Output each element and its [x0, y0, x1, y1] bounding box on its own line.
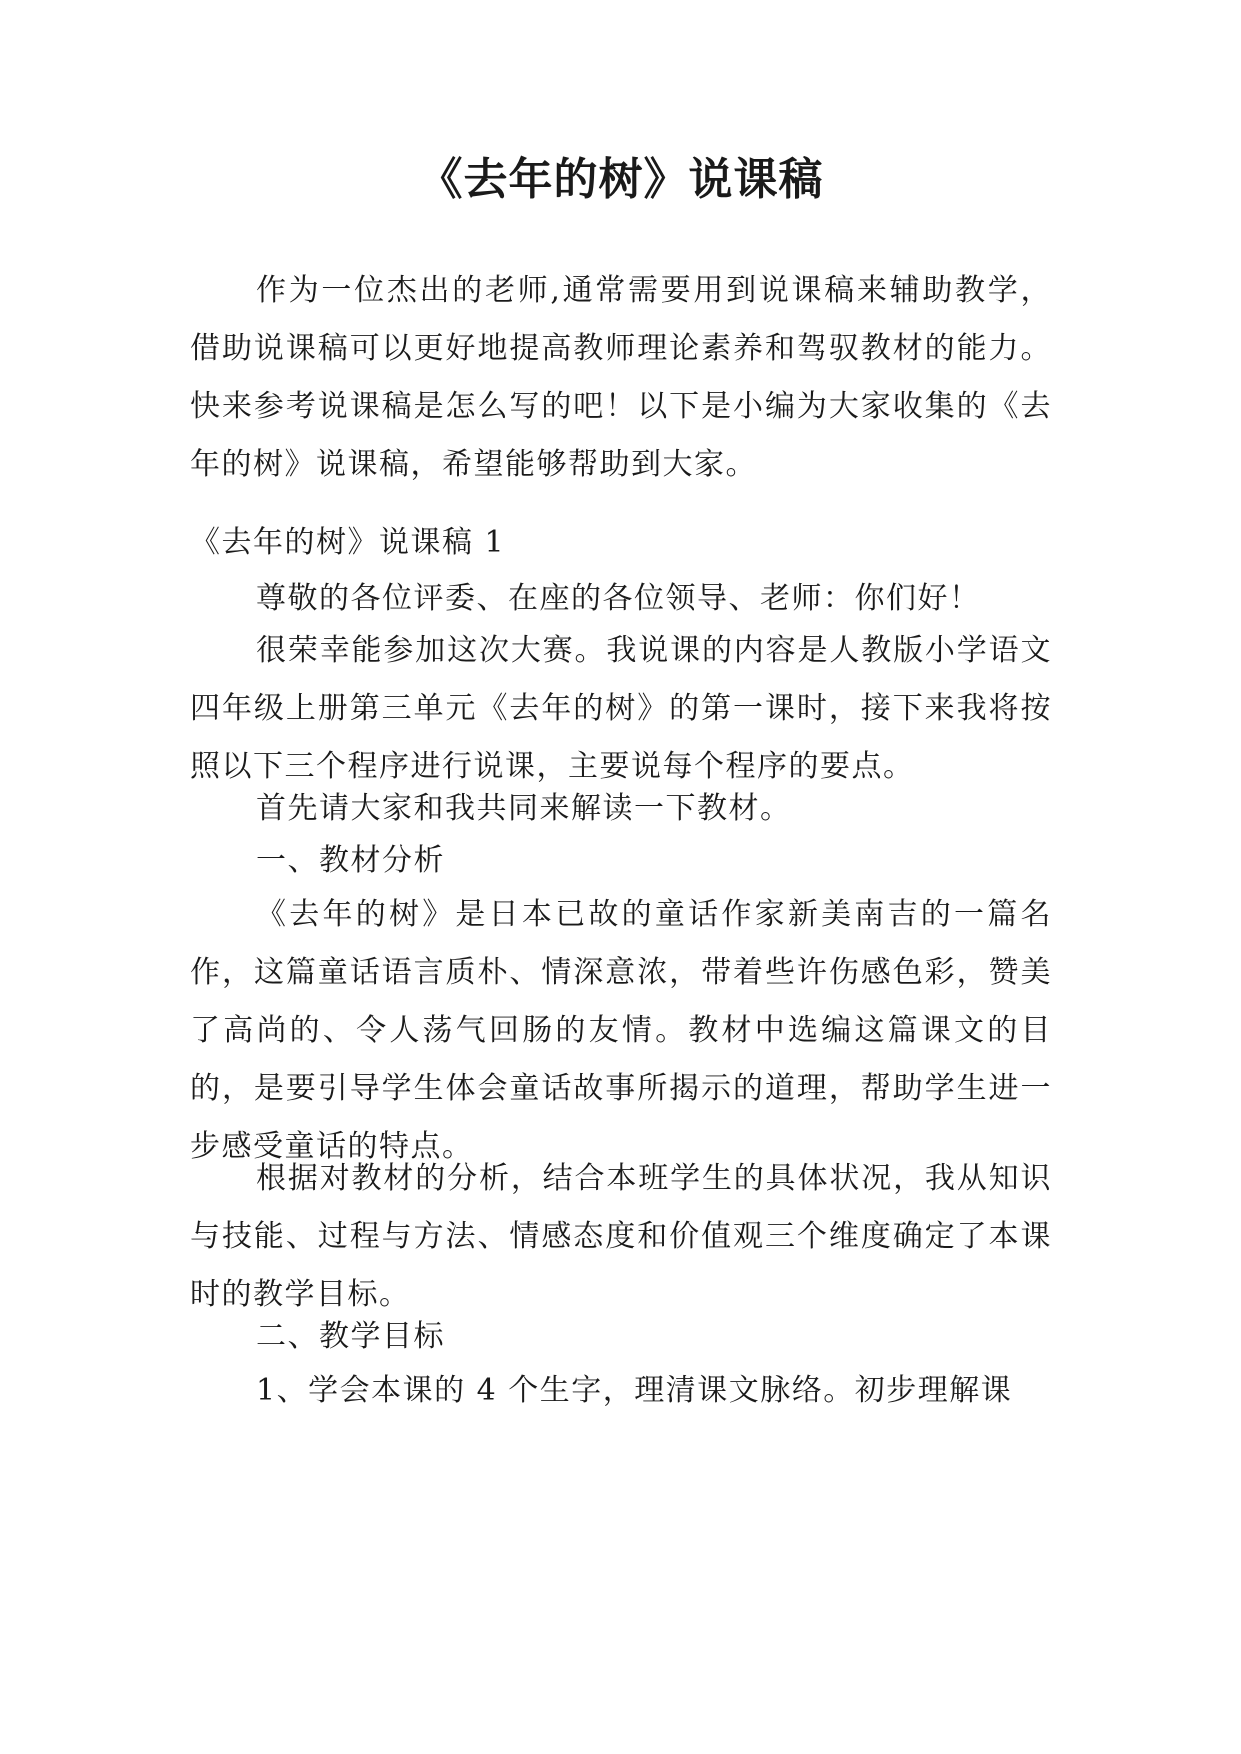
greeting-paragraph: 尊敬的各位评委、在座的各位领导、老师：你们好！: [256, 581, 981, 616]
heading-teaching-goals: 二、教学目标: [256, 1319, 445, 1354]
intro-paragraph: 作为一位杰出的老师,通常需要用到说课稿来辅助教学，借助说课稿可以更好地提高教师理论素养和驾驭教材的能力。快来参考说课稿是怎么写的吧！以下是小编为大家收集的《去年的树》说课稿，希望能够帮助到大家。: [190, 273, 1052, 482]
section-heading: 《去年的树》说课稿 1: [190, 525, 506, 560]
body-paragraph-4: 根据对教材的分析，结合本班学生的具体状况，我从知识与技能、过程与方法、情感态度和价值观三个维度确定了本课时的教学目标。: [190, 1161, 1052, 1312]
body-paragraph-1: 很荣幸能参加这次大赛。我说课的内容是人教版小学语文四年级上册第三单元《去年的树》的第一课时，接下来我将按照以下三个程序进行说课，主要说每个程序的要点。: [190, 633, 1052, 784]
body-paragraph-2: 首先请大家和我共同来解读一下教材。: [256, 791, 792, 826]
body-paragraph-3: 《去年的树》是日本已故的童话作家新美南吉的一篇名作，这篇童话语言质朴、情深意浓，带着些许伤感色彩，赞美了高尚的、令人荡气回肠的友情。教材中选编这篇课文的目的，是要引导学生体会童话故事所揭示的道理，帮助学生进一步感受童话的特点。: [190, 897, 1052, 1164]
document-title: 《去年的树》说课稿: [418, 154, 824, 205]
body-paragraph-5: 1、学会本课的 4 个生字，理清课文脉络。初步理解课: [256, 1373, 1013, 1408]
heading-textbook-analysis: 一、教材分析: [256, 843, 445, 878]
